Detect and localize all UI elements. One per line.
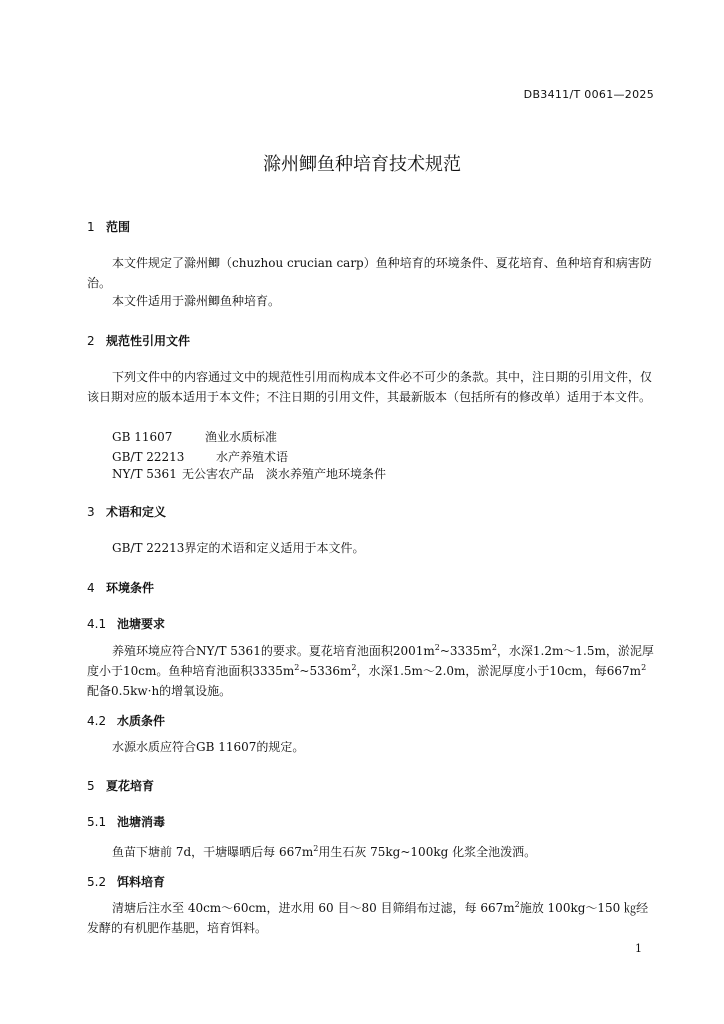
reference-name: 渔业水质标准: [205, 430, 278, 444]
subsection-title: 饵料培育: [117, 875, 166, 889]
text-run: 清塘后注水至 40cm～60cm，进水用 60 目～80 目筛绢布过滤，每 667m: [112, 901, 515, 915]
text-run: 用生石灰 75kg~100kg 化浆全池泼洒。: [318, 845, 537, 859]
section-heading-1: [87, 218, 130, 235]
subsection-heading-4-1: [87, 615, 165, 632]
subsection-number: 5.1: [87, 815, 107, 829]
subsection-heading-5-2: [87, 873, 165, 890]
superscript: 2: [351, 663, 357, 672]
paragraph-water-quality: 水源水质应符合GB 11607的规定。: [112, 740, 305, 754]
paragraph-normative-references: 下列文件中的内容通过文中的规范性引用而构成本文件必不可少的条款。其中，注日期的引用文件，仅该日期对应的版本适用于本文件；不注日期的引用文件，其最新版本（包括所有的修改单）适用于本文件。: [87, 370, 653, 404]
text-run: ，水深1.2m～1.5m，淤泥厚度小于10cm。鱼种培育池面积3335m: [87, 644, 654, 678]
page-number: 1: [635, 942, 642, 955]
text-run: 施放 100kg～150 ㎏经发酵的有机肥作基肥，培育饵料。: [87, 901, 649, 935]
subsection-number: 5.2: [87, 875, 107, 889]
paragraph-scope: 本文件规定了滁州鲫（chuzhou crucian carp）鱼种培育的环境条件、夏花培育、鱼种培育和病害防治。: [87, 256, 652, 290]
subsection-number: 4.1: [87, 617, 107, 631]
superscript: 2: [514, 900, 520, 909]
reference-item: [112, 427, 277, 447]
reference-item: [112, 464, 386, 484]
section-heading-5: [87, 777, 154, 794]
subsection-title: 池塘要求: [117, 617, 166, 631]
paragraph-terms: GB/T 22213界定的术语和定义适用于本文件。: [112, 541, 365, 555]
reference-code: GB/T 22213: [112, 450, 185, 464]
paragraph-pond-requirements: [87, 641, 657, 701]
subsection-heading-5-1: [87, 813, 165, 830]
text-run: ~5336m: [299, 664, 352, 678]
superscript: 2: [641, 663, 647, 672]
section-title: 夏花培育: [106, 779, 155, 793]
text-run: 配备0.5kw·h的增氧设施。: [87, 684, 232, 698]
paragraph-feed-cultivation: [87, 898, 657, 938]
text-run: 养殖环境应符合NY/T 5361的要求。夏花培育池面积2001m: [112, 644, 435, 658]
superscript: 2: [491, 643, 497, 652]
section-title: 规范性引用文件: [106, 334, 191, 348]
text-run: 鱼苗下塘前 7d，干塘曝晒后每 667m: [112, 845, 314, 859]
paragraph-pond-disinfection: [87, 842, 657, 862]
text-run: ，水深1.5m～2.0m，淤泥厚度小于10cm，每667m: [356, 664, 642, 678]
superscript: 2: [434, 643, 440, 652]
section-number: 2: [87, 334, 95, 348]
section-title: 环境条件: [106, 581, 155, 595]
subsection-title: 池塘消毒: [117, 815, 166, 829]
reference-code: GB 11607: [112, 430, 173, 444]
subsection-number: 4.2: [87, 714, 107, 728]
section-number: 4: [87, 581, 95, 595]
reference-name: 无公害农产品 淡水养殖产地环境条件: [182, 467, 387, 481]
section-number: 5: [87, 779, 95, 793]
text-run: ~3335m: [439, 644, 492, 658]
superscript: 2: [294, 663, 300, 672]
document-code: DB3411/T 0061—2025: [523, 88, 654, 101]
section-heading-4: [87, 579, 154, 596]
section-heading-3: [87, 503, 166, 520]
section-number: 3: [87, 505, 95, 519]
subsection-title: 水质条件: [117, 714, 166, 728]
subsection-heading-4-2: [87, 712, 165, 729]
reference-name: 水产养殖术语: [216, 450, 289, 464]
superscript: 2: [313, 844, 319, 853]
paragraph-applicability: 本文件适用于滁州鲫鱼种培育。: [112, 294, 281, 308]
section-number: 1: [87, 220, 95, 234]
section-title: 范围: [106, 220, 131, 234]
section-heading-2: [87, 332, 190, 349]
reference-code: NY/T 5361: [112, 467, 177, 481]
section-title: 术语和定义: [106, 505, 167, 519]
document-title: 滁州鲫鱼种培育技术规范: [263, 154, 461, 175]
